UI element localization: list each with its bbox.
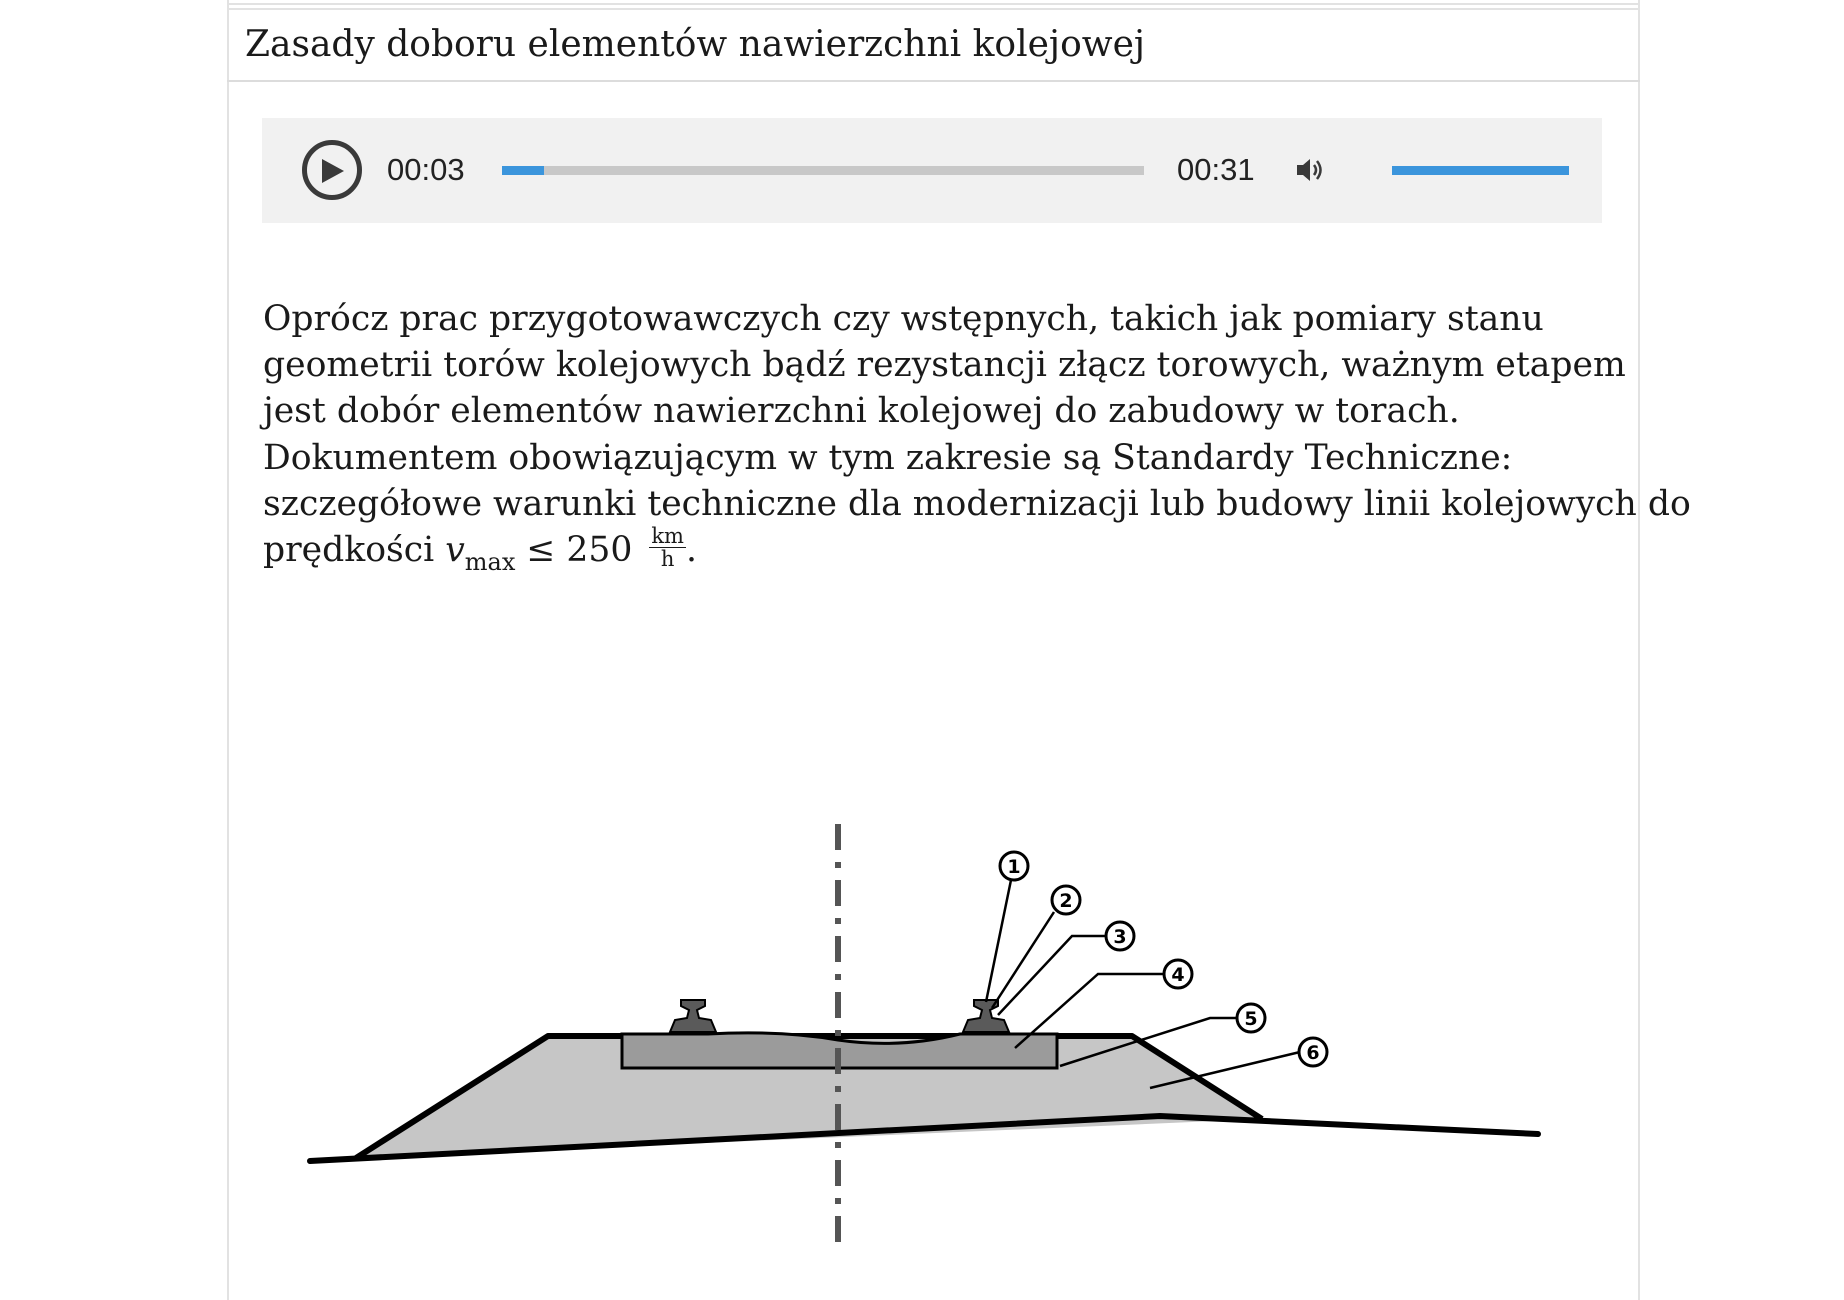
callout-label: 6	[1306, 1042, 1320, 1064]
math-subscript: max	[464, 548, 516, 577]
unit-denominator: h	[660, 547, 675, 572]
current-time: 00:03	[387, 152, 465, 187]
callout-4	[1164, 960, 1192, 988]
text-line: szczegółowe warunki techniczne dla modernizacji lub budowy linii kolejowych do	[263, 483, 1691, 524]
callout-5	[1237, 1004, 1265, 1032]
right-rail	[963, 1000, 1009, 1032]
text-segment: prędkości	[263, 530, 446, 571]
callout-label: 2	[1059, 890, 1073, 912]
text-line: jest dobór elementów nawierzchni kolejowej do zabudowy w torach.	[263, 391, 1460, 432]
text-line: geometrii torów kolejowych bądź rezystancji złącz torowych, ważnym etapem	[263, 345, 1626, 386]
callout-label: 5	[1244, 1008, 1258, 1030]
left-rail	[670, 1000, 716, 1032]
callout-1	[1000, 852, 1028, 880]
text-line: Dokumentem obowiązującym w tym zakresie są Standardy Techniczne:	[263, 437, 1513, 478]
callout-6	[1299, 1038, 1327, 1066]
text-line: Oprócz prac przygotowawczych czy wstępnych, takich jak pomiary stanu	[263, 299, 1544, 339]
math-relation: ≤ 250	[515, 530, 644, 571]
text-segment: .	[685, 530, 697, 571]
callout-label: 3	[1113, 926, 1127, 948]
math-variable: v	[445, 530, 465, 571]
unit-numerator: km	[651, 524, 684, 549]
callout-label: 4	[1171, 964, 1185, 986]
page-title: Zasady doboru elementów nawierzchni kolejowej	[245, 24, 1146, 65]
callout-label: 1	[1007, 856, 1021, 878]
callout-3	[1106, 922, 1134, 950]
callout-2	[1052, 886, 1080, 914]
duration: 00:31	[1177, 152, 1255, 187]
